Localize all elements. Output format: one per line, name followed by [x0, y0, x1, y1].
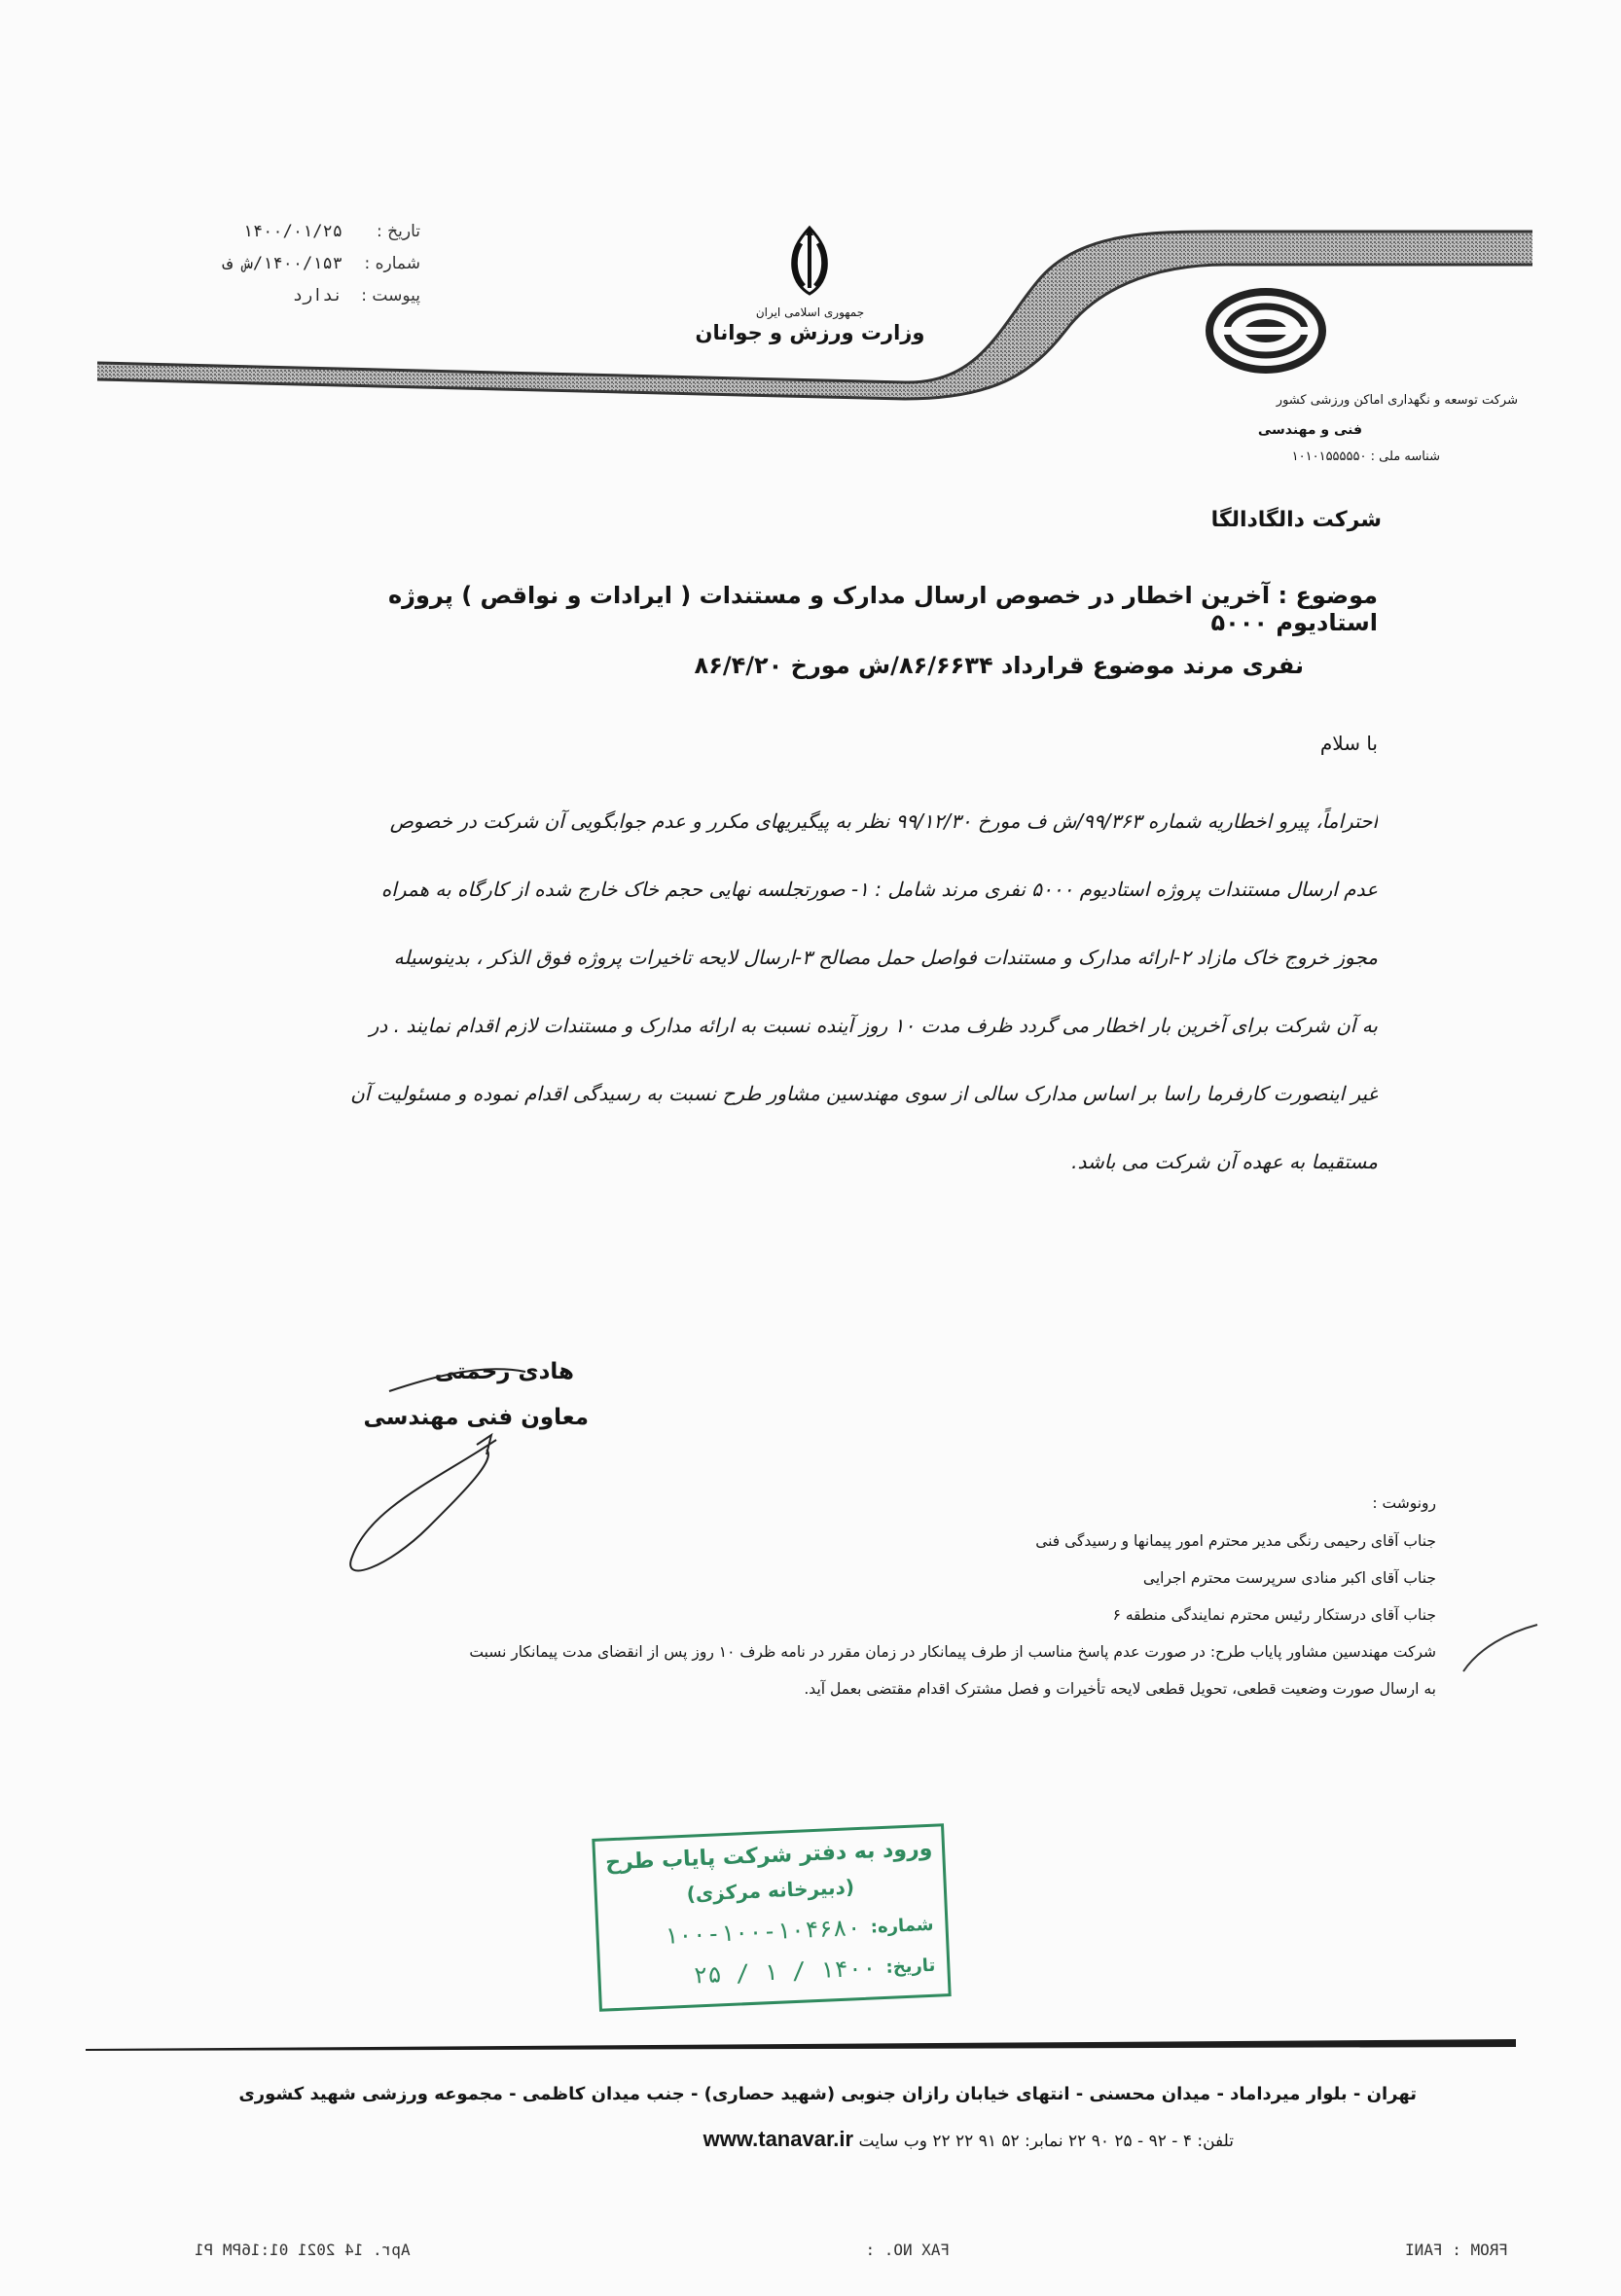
copy-recipient: جناب آقای رحیمی رنگی مدیر محترم امور پیمانها و رسیدگی فنی — [1035, 1532, 1436, 1550]
company-name: شرکت توسعه و نگهداری اماکن ورزشی کشور — [1276, 393, 1518, 408]
department-name: فنی و مهندسی — [1257, 422, 1362, 438]
date-value: ۱۴۰۰/۰۱/۲۵ — [242, 222, 342, 241]
fax-header-line — [195, 2241, 1508, 2264]
receipt-stamp — [592, 1823, 951, 2012]
fax-from: FROM : FANI — [1405, 2241, 1508, 2259]
stamp-date-row — [614, 1952, 936, 1992]
national-id: شناسه ملی : ۱۰۱۰۱۵۵۵۵۵۰ — [1291, 449, 1440, 464]
signer-title: معاون فنی مهندسی — [363, 1405, 589, 1430]
body-line: به آن شرکت برای آخرین بار اخطار می گردد ظرف مدت ۱۰ روز آینده نسبت به ارائه مدارک و مستندات لازم اقدام نمایند . در — [369, 1014, 1378, 1037]
stamp-date-label: تاریخ: — [885, 1955, 936, 1978]
body-line: مجوز خروج خاک مازاد ۲-ارائه مدارک و مستندات فواصل حمل مصالح ۳-ارسال لایحه تاخیرات پروژه فوق الذکر ، بدینوسیله — [393, 946, 1378, 969]
ministry-title: وزارت ورزش و جوانان — [695, 321, 925, 344]
body-line: مستقیما به عهده آن شرکت می باشد. — [1071, 1150, 1378, 1173]
copy-note-line: به ارسال صورت وضعیت قطعی، تحویل قطعی لایحه تأخیرات و فصل مشترک اقدام مقتضی بعمل آید. — [804, 1680, 1436, 1698]
footer-phone: تلفن: ۴ - ۹۲ - ۲۵ ۹۰ ۲۲ نمابر: ۵۲ ۹۱ ۲۲ ۲۲ وب سایت — [858, 2132, 1234, 2151]
copy-recipient: جناب آقای درستکار رئیس محترم نمایندگی منطقه ۶ — [1112, 1606, 1436, 1624]
fax-number: FAX NO. : — [865, 2241, 951, 2259]
body-line: عدم ارسال مستندات پروژه استادیوم ۵۰۰۰ نفری مرند شامل : ۱- صورتجلسه نهایی حجم خاک خارج شده از کارگاه به همراه — [380, 878, 1378, 901]
footer-contact — [467, 2127, 1234, 2152]
signer-name: هادی رحمتی — [434, 1359, 574, 1384]
footer-address: تهران - بلوار میرداماد - میدان محسنی - انتهای خیابان رازان جنوبی (شهید حصاری) - جنب میدان کاظمی - مجموعه ورزشی شهید کشوری — [238, 2084, 1417, 2104]
footer-website[interactable]: www.tanavar.ir — [702, 2127, 854, 2151]
subject-line-2: نفری مرند موضوع قرارداد ۸۶/۶۶۳۴/ش مورخ ۸۶/۴/۲۰ — [694, 652, 1304, 679]
footer-rule — [86, 2039, 1516, 2051]
body-line: احتراماً، پیرو اخطاریه شماره ۹۹/۳۶۳/ش ف مورخ ۹۹/۱۲/۳۰ نظر به پیگیریهای مکرر و عدم جوابگویی آن شرکت در خصوص — [389, 809, 1378, 833]
margin-mark — [1459, 1619, 1541, 1677]
ministry-subtitle: جمهوری اسلامی ایران — [755, 305, 865, 319]
stamp-title: ورود به دفتر شرکت پایاب طرح — [604, 1836, 933, 1876]
attachment-value: ندارد — [292, 286, 342, 305]
body-line: غیر اینصورت کارفرما راسا بر اساس مدارک سالی از سوی مهندسین مشاور طرح نسبت به رسیدگی اقدام نموده و مسئولیت آن — [350, 1082, 1378, 1105]
recipient: شرکت دالگادالگا — [1210, 508, 1382, 532]
number-label: شماره : — [364, 254, 420, 273]
iran-emblem-icon — [779, 224, 840, 298]
greeting: با سلام — [1319, 732, 1378, 755]
stamp-date-value: ۱۴۰۰ / ۱ / ۲۵ — [693, 1954, 878, 1990]
copy-note-line: شرکت مهندسین مشاور پایاب طرح: در صورت عدم پاسخ مناسب از طرف پیمانکار در زمان مقرر در نامه ظرف ۱۰ روز پس از انقضای مدت پیمانکار نسبت — [469, 1643, 1436, 1661]
number-value: ۱۴۰۰/۱۵۳/ش ف — [223, 254, 342, 273]
subject-line-1: موضوع : آخرین اخطار در خصوص ارسال مدارک و مستندات ( ایرادات و نواقص ) پروژه استادیوم ۵۰۰۰ — [388, 582, 1378, 636]
stamp-subtitle: (دبیرخانه مرکزی) — [686, 1875, 855, 1906]
attachment-label: پیوست : — [361, 286, 420, 305]
letter-body — [234, 802, 1378, 1210]
stamp-number-value: ۱۰۰-۱۰۰-۱۰۴۶۸۰ — [664, 1914, 862, 1950]
date-label: تاریخ : — [377, 222, 420, 241]
fax-timestamp: Apr. 14 2021 01:16PM P1 — [195, 2241, 411, 2259]
copy-recipient: جناب آقای اکبر منادی سرپرست محترم اجرایی — [1142, 1569, 1436, 1587]
copies-heading: رونوشت : — [1372, 1494, 1436, 1512]
copies-section — [163, 1494, 1436, 1707]
stamp-number-row — [612, 1911, 934, 1952]
stamp-number-label: شماره: — [870, 1914, 934, 1938]
company-logo-icon — [1203, 282, 1329, 379]
